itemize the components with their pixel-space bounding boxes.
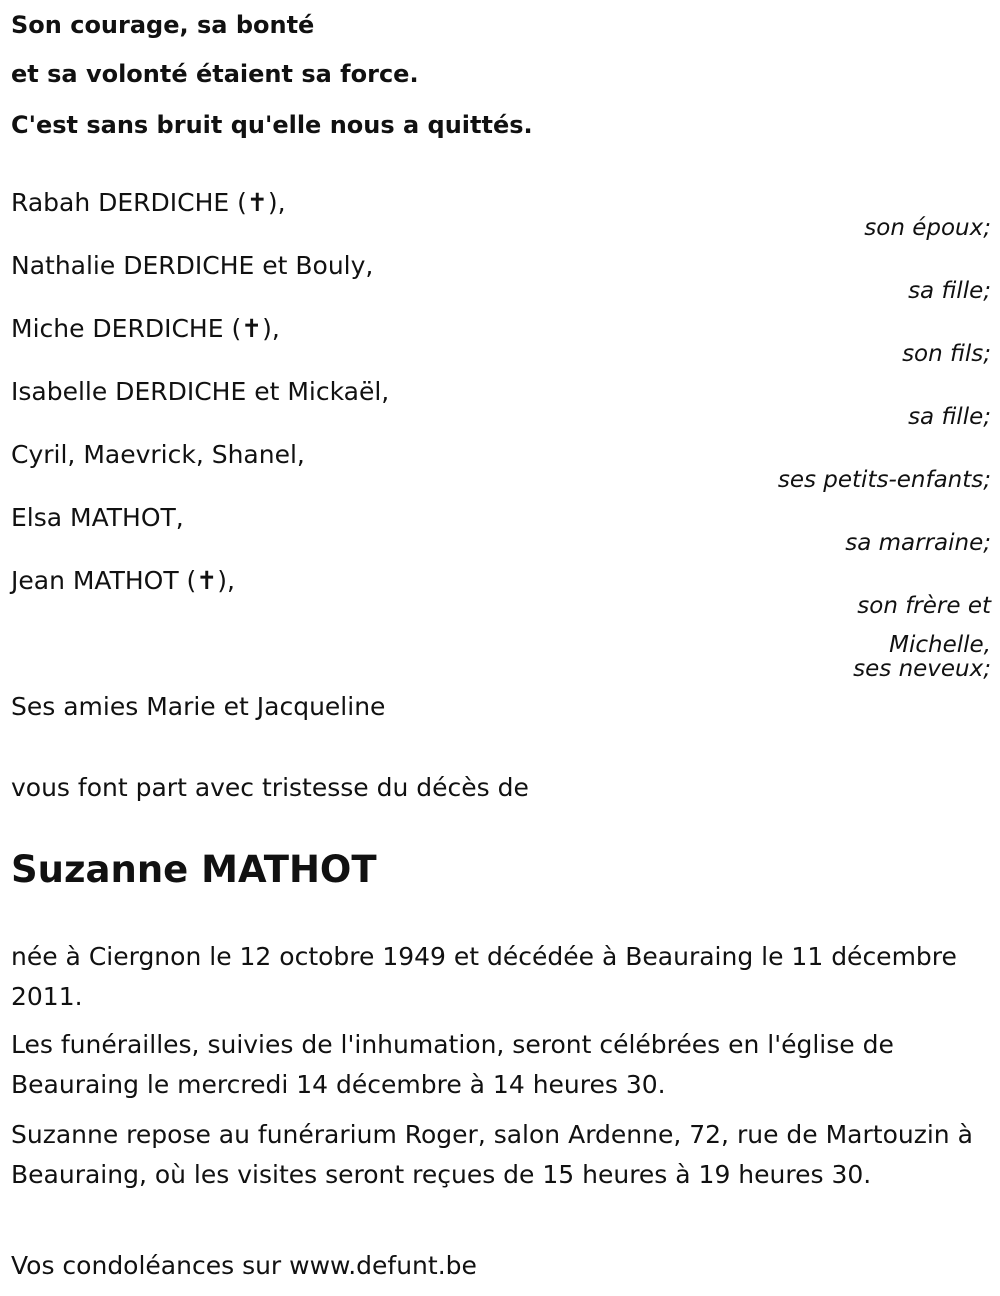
visit-paragraph: Suzanne repose au funérarium Roger, salon Ardenne, 72, rue de Martouzin à Beauraing, où les visites seront reçues de 15 heures à 19 heures 30. <box>11 1120 973 1189</box>
extra-relation-line-2: ses neveux; <box>853 656 991 682</box>
quote-line-3: C'est sans bruit qu'elle nous a quittés. <box>11 111 533 139</box>
quote-line-2: et sa volonté étaient sa force. <box>11 60 419 88</box>
quote-line-1: Son courage, sa bonté <box>11 11 315 39</box>
extra-relation-line-1: Michelle, <box>889 632 991 658</box>
family-member-name: Isabelle DERDICHE et Mickaël, <box>11 377 390 406</box>
condolences-paragraph: Vos condoléances sur www.defunt.be <box>11 1251 477 1280</box>
friends-line: Ses amies Marie et Jacqueline <box>11 692 386 721</box>
family-member-relation: son frère et <box>857 593 991 619</box>
birth-death-paragraph: née à Ciergnon le 12 octobre 1949 et décédée à Beauraing le 11 décembre 2011. <box>11 942 957 1011</box>
family-member-name: Rabah DERDICHE (✝), <box>11 188 286 217</box>
family-member-name: Nathalie DERDICHE et Bouly, <box>11 251 374 280</box>
funeral-paragraph: Les funérailles, suivies de l'inhumation, seront célébrées en l'église de Beauraing le mercredi 14 décembre à 14 heures 30. <box>11 1030 894 1099</box>
deceased-name: Suzanne MATHOT <box>11 848 377 891</box>
family-member-name: Jean MATHOT (✝), <box>11 566 235 595</box>
family-member-relation: sa fille; <box>908 278 991 304</box>
family-member-relation: ses petits-enfants; <box>777 467 991 493</box>
family-member-name: Elsa MATHOT, <box>11 503 184 532</box>
family-member-relation: sa marraine; <box>845 530 991 556</box>
family-member-relation: sa fille; <box>908 404 991 430</box>
family-member-name: Cyril, Maevrick, Shanel, <box>11 440 305 469</box>
family-member-relation: son époux; <box>864 215 991 241</box>
family-member-name: Miche DERDICHE (✝), <box>11 314 280 343</box>
announcement-line: vous font part avec tristesse du décès de <box>11 773 529 802</box>
family-member-relation: son fils; <box>902 341 991 367</box>
